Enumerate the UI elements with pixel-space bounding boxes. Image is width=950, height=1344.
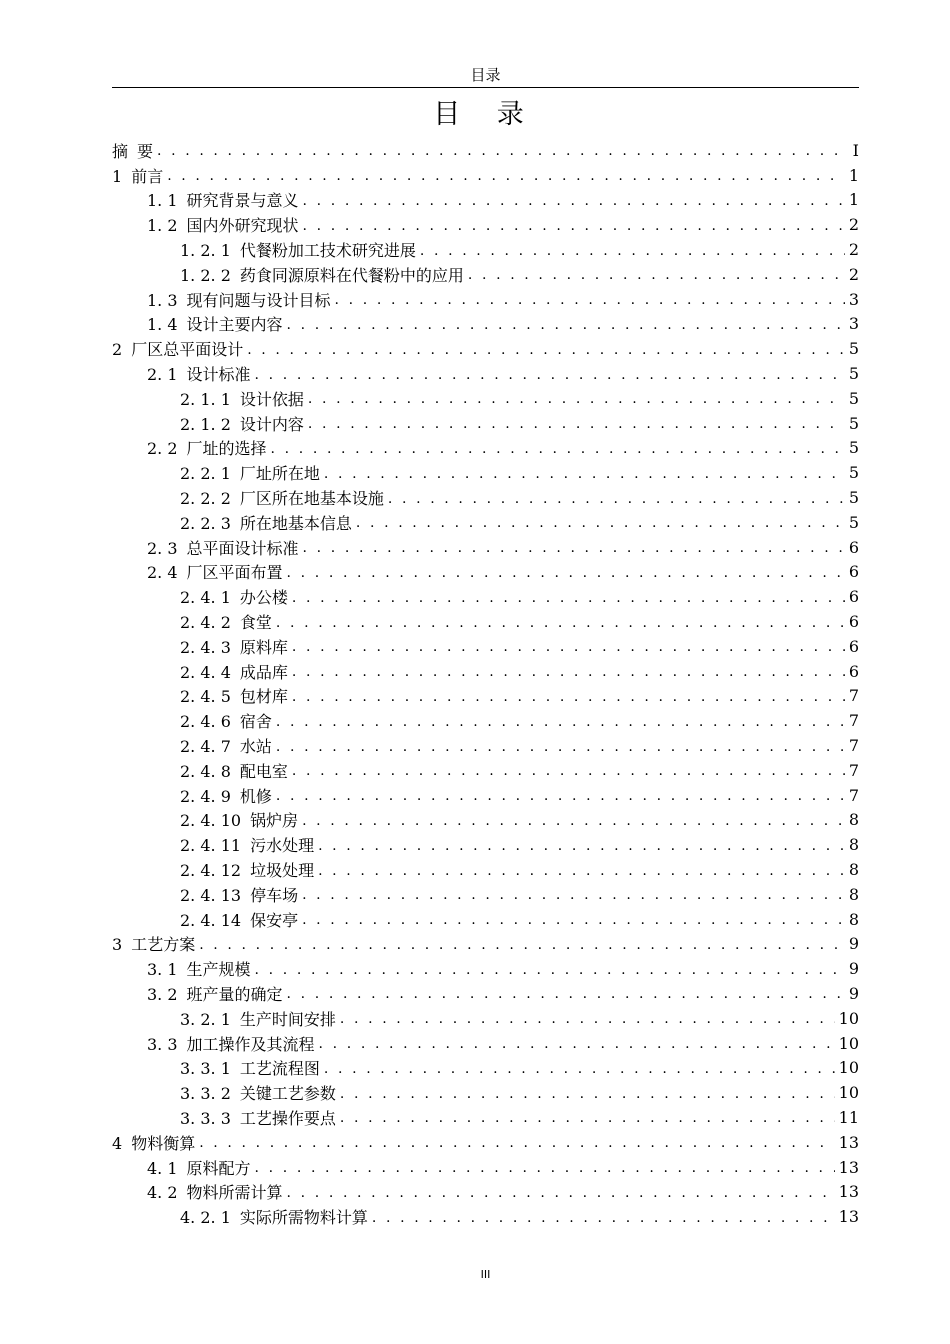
toc-dot-leader	[318, 864, 845, 878]
toc-entry-text: 厂区所在地基本设施	[239, 489, 384, 509]
toc-entry-text: 生产时间安排	[239, 1009, 336, 1029]
toc-entry-text: 设计标准	[186, 365, 251, 385]
toc-entry-text: 厂区总平面设计	[131, 340, 244, 360]
toc-entry-text: 代餐粉加工技术研究进展	[239, 241, 416, 261]
toc-entry-text: 宿舍	[239, 712, 272, 732]
toc-entry-number: 4	[112, 1133, 123, 1153]
toc-dot-leader	[276, 616, 845, 630]
toc-entry-page: 5	[848, 339, 859, 359]
toc-dot-leader	[157, 144, 845, 158]
toc-entry-label	[180, 883, 298, 906]
toc-entry-text: 厂址所在地	[239, 464, 320, 484]
toc-entry[interactable]	[112, 857, 859, 882]
toc-entry-page: I	[852, 140, 859, 160]
toc-entry[interactable]	[112, 411, 859, 436]
toc-entry[interactable]	[112, 237, 859, 262]
toc-entry-label	[112, 337, 243, 360]
page-number: III	[480, 1268, 491, 1281]
toc-entry-page: 13	[838, 1132, 859, 1152]
toc-entry-number: 2. 2. 2	[180, 489, 231, 509]
toc-entry-label	[180, 511, 352, 534]
toc-entry[interactable]	[112, 733, 859, 758]
toc-entry-label	[180, 734, 272, 757]
toc-dot-leader	[356, 516, 845, 530]
toc-entry-page: 8	[848, 884, 859, 904]
toc-entry-page: 9	[848, 934, 859, 954]
toc-entry[interactable]	[112, 262, 859, 287]
toc-entry-label	[147, 1180, 283, 1203]
toc-entry[interactable]	[112, 758, 859, 783]
toc-entry[interactable]	[112, 1006, 859, 1031]
toc-entry-label	[147, 312, 283, 335]
toc-entry-text: 关键工艺参数	[239, 1084, 336, 1104]
toc-entry-text: 原料配方	[186, 1158, 251, 1178]
toc-entry-number: 2. 4. 6	[180, 712, 231, 732]
toc-entry-text: 工艺流程图	[239, 1059, 320, 1079]
toc-entry-text: 前言	[131, 166, 164, 186]
toc-entry-text: 厂址的选择	[186, 439, 267, 459]
toc-entry-label	[112, 1131, 195, 1154]
toc-entry-page: 7	[848, 785, 859, 805]
toc-dot-leader	[318, 839, 845, 853]
toc-dot-leader	[303, 194, 845, 208]
toc-entry[interactable]	[112, 981, 859, 1006]
toc-entry-number: 摘	[112, 141, 129, 161]
toc-entry-number: 3. 2	[147, 984, 178, 1004]
toc-entry-text: 设计内容	[239, 414, 304, 434]
toc-entry-label	[180, 486, 384, 509]
toc-dot-leader	[303, 541, 845, 555]
toc-dot-leader	[468, 268, 845, 282]
toc-entry[interactable]	[112, 510, 859, 535]
toc-entry[interactable]	[112, 560, 859, 585]
toc-entry-page: 2	[848, 264, 859, 284]
toc-entry-label	[112, 932, 195, 955]
toc-entry-page: 6	[848, 636, 859, 656]
toc-entry[interactable]	[112, 1080, 859, 1105]
toc-entry-page: 10	[838, 1033, 859, 1053]
toc-entry-number: 3. 3. 2	[180, 1084, 231, 1104]
toc-entry-text: 工艺方案	[131, 935, 196, 955]
toc-entry[interactable]	[112, 634, 859, 659]
toc-entry-page: 5	[848, 512, 859, 532]
toc-entry-text: 物料衡算	[131, 1133, 196, 1153]
toc-entry-label	[180, 1081, 336, 1104]
toc-entry-label	[147, 188, 299, 211]
toc-entry-text: 要	[137, 141, 154, 161]
toc-entry-label	[147, 1156, 251, 1179]
toc-dot-leader	[340, 1111, 835, 1125]
toc-entry[interactable]	[112, 1155, 859, 1180]
toc-entry-page: 7	[848, 736, 859, 756]
toc-entry-text: 加工操作及其流程	[186, 1034, 315, 1054]
toc-entry-label	[180, 660, 288, 683]
toc-entry-number: 2. 4. 2	[180, 613, 231, 633]
toc-entry-text: 设计依据	[239, 389, 304, 409]
toc-dot-leader	[324, 467, 845, 481]
toc-entry-number: 2. 2	[147, 439, 178, 459]
toc-entry[interactable]	[112, 907, 859, 932]
toc-entry-text: 班产量的确定	[186, 984, 283, 1004]
toc-entry-page: 6	[848, 537, 859, 557]
toc-entry-page: 7	[848, 760, 859, 780]
toc-entry-page: 2	[848, 215, 859, 235]
toc-entry-label	[180, 833, 314, 856]
toc-entry-label	[180, 1007, 336, 1030]
toc-dot-leader	[199, 938, 845, 952]
toc-entry[interactable]	[112, 1179, 859, 1204]
toc-entry-page: 10	[838, 1083, 859, 1103]
toc-entry-text: 药食同源原料在代餐粉中的应用	[239, 265, 464, 285]
toc-entry-text: 研究背景与意义	[186, 191, 299, 211]
toc-dot-leader	[302, 814, 845, 828]
toc-entry-page: 8	[848, 810, 859, 830]
toc-entry-number: 2. 1	[147, 365, 178, 385]
page-title: 目 录	[433, 99, 538, 130]
toc-entry[interactable]	[112, 163, 859, 188]
toc-entry-page: 6	[848, 661, 859, 681]
toc-entry[interactable]	[112, 361, 859, 386]
toc-entry-label	[147, 213, 299, 236]
toc-entry-number: 3. 1	[147, 960, 178, 980]
toc-entry-number: 2. 4. 14	[180, 910, 242, 930]
toc-entry-text: 污水处理	[250, 836, 315, 856]
toc-entry-number: 3	[112, 935, 123, 955]
toc-entry-text: 原料库	[239, 637, 288, 657]
toc-entry[interactable]	[112, 312, 859, 337]
toc-entry-page: 6	[848, 562, 859, 582]
toc-entry-page: 6	[848, 587, 859, 607]
toc-entry-text: 锅炉房	[250, 811, 299, 831]
toc-dot-leader	[340, 1087, 835, 1101]
toc-dot-leader	[319, 1037, 835, 1051]
toc-entry[interactable]	[112, 584, 859, 609]
table-of-contents	[112, 138, 859, 1229]
toc-entry-label	[147, 1032, 315, 1055]
toc-entry[interactable]	[112, 485, 859, 510]
toc-dot-leader	[287, 987, 845, 1001]
toc-entry-text: 配电室	[239, 761, 288, 781]
toc-dot-leader	[292, 640, 845, 654]
toc-entry[interactable]	[112, 1055, 859, 1080]
toc-entry-label	[147, 957, 251, 980]
toc-entry-text: 停车场	[250, 885, 299, 905]
toc-entry-text: 国内外研究现状	[186, 216, 299, 236]
toc-entry-text: 物料所需计算	[186, 1183, 283, 1203]
toc-entry-number: 1. 2. 2	[180, 265, 231, 285]
toc-dot-leader	[271, 442, 845, 456]
toc-entry-label	[180, 759, 288, 782]
toc-entry-number: 2. 1. 2	[180, 414, 231, 434]
toc-entry-number: 4. 1	[147, 1158, 178, 1178]
toc-entry-label	[180, 461, 320, 484]
toc-entry-number: 2. 4. 7	[180, 737, 231, 757]
toc-entry-number: 3. 3. 1	[180, 1059, 231, 1079]
toc-dot-leader	[287, 318, 845, 332]
toc-dot-leader	[287, 566, 845, 580]
toc-entry[interactable]	[112, 609, 859, 634]
toc-entry-number: 2. 4. 12	[180, 861, 242, 880]
header-rule	[112, 87, 859, 88]
toc-entry-page: 13	[838, 1157, 859, 1177]
toc-dot-leader	[255, 1161, 835, 1175]
toc-entry-label	[180, 387, 304, 410]
toc-entry-page: 3	[848, 289, 859, 309]
toc-entry[interactable]	[112, 336, 859, 361]
toc-entry-page: 3	[848, 314, 859, 334]
toc-entry[interactable]	[112, 212, 859, 237]
toc-entry-page: 1	[848, 190, 859, 210]
toc-entry[interactable]	[112, 956, 859, 981]
toc-dot-leader	[255, 963, 845, 977]
toc-entry-label	[180, 808, 298, 831]
toc-entry-number: 2. 4. 5	[180, 687, 231, 707]
toc-entry[interactable]	[112, 1105, 859, 1130]
toc-entry-page: 8	[848, 860, 859, 879]
toc-entry-number: 1. 1	[147, 191, 178, 211]
toc-entry-number: 1	[112, 166, 123, 186]
toc-entry-text: 工艺操作要点	[239, 1108, 336, 1128]
toc-entry-label	[147, 362, 251, 385]
toc-entry-label	[147, 536, 299, 559]
toc-entry-label	[147, 436, 267, 459]
toc-entry-text: 生产规模	[186, 960, 251, 980]
toc-dot-leader	[372, 1211, 835, 1225]
toc-entry-page: 10	[838, 1008, 859, 1028]
toc-entry[interactable]	[112, 138, 859, 163]
toc-entry-number: 2. 4. 4	[180, 662, 231, 682]
toc-dot-leader	[308, 392, 845, 406]
toc-entry-text: 实际所需物料计算	[239, 1208, 368, 1228]
toc-entry-number: 2. 3	[147, 538, 178, 558]
toc-entry-text: 水站	[239, 737, 272, 757]
toc-entry-number: 1. 2. 1	[180, 241, 231, 261]
toc-dot-leader	[302, 913, 845, 927]
toc-entry-page: 2	[848, 240, 859, 260]
toc-entry-text: 机修	[239, 786, 272, 806]
toc-entry-number: 1. 4	[147, 315, 178, 335]
toc-entry-number: 2. 4. 9	[180, 786, 231, 806]
toc-dot-leader	[287, 1186, 835, 1200]
toc-entry-number: 2. 2. 3	[180, 513, 231, 533]
toc-entry-label	[180, 1056, 320, 1079]
toc-entry[interactable]	[112, 684, 859, 709]
toc-entry[interactable]	[112, 882, 859, 907]
toc-entry-label	[180, 784, 272, 807]
toc-entry-number: 2. 4	[147, 563, 178, 583]
toc-entry-page: 6	[848, 612, 859, 632]
toc-entry-label	[147, 982, 283, 1005]
toc-entry[interactable]	[112, 808, 859, 833]
toc-entry-page: 5	[848, 388, 859, 408]
toc-dot-leader	[308, 417, 845, 431]
toc-dot-leader	[420, 244, 845, 258]
toc-entry-number: 2. 4. 3	[180, 637, 231, 657]
toc-entry-label	[180, 585, 288, 608]
toc-entry[interactable]	[112, 436, 859, 461]
toc-dot-leader	[276, 789, 845, 803]
toc-entry-label	[180, 635, 288, 658]
toc-dot-leader	[292, 591, 845, 605]
toc-entry-label	[180, 238, 416, 261]
toc-entry-number: 2	[112, 340, 123, 360]
toc-entry-label	[112, 139, 153, 162]
toc-entry-text: 办公楼	[239, 588, 288, 608]
toc-entry-number: 3. 3	[147, 1034, 178, 1054]
toc-dot-leader	[255, 368, 845, 382]
toc-entry-number: 2. 4. 10	[180, 811, 242, 831]
toc-entry-text: 成品库	[239, 662, 288, 682]
toc-entry[interactable]	[112, 460, 859, 485]
toc-entry[interactable]	[112, 832, 859, 857]
toc-dot-leader	[247, 343, 845, 357]
toc-entry[interactable]	[112, 783, 859, 808]
toc-entry-text: 现有问题与设计目标	[186, 290, 331, 310]
toc-entry-text: 所在地基本信息	[239, 513, 352, 533]
toc-entry-number: 2. 4. 1	[180, 588, 231, 608]
toc-entry-page: 9	[848, 959, 859, 979]
toc-entry-number: 4. 2	[147, 1183, 178, 1203]
toc-entry-number: 2. 4. 13	[180, 885, 242, 905]
toc-entry-number: 2. 2. 1	[180, 464, 231, 484]
toc-dot-leader	[167, 169, 845, 183]
toc-entry-number: 2. 4. 8	[180, 761, 231, 781]
toc-entry[interactable]	[112, 659, 859, 684]
toc-entry-page: 10	[838, 1058, 859, 1078]
toc-entry-page: 9	[848, 983, 859, 1003]
toc-entry-number: 2. 4. 11	[180, 836, 242, 856]
toc-entry-label	[180, 1106, 336, 1129]
toc-entry-label	[147, 560, 283, 583]
toc-dot-leader	[276, 715, 845, 729]
toc-entry-text: 食堂	[239, 613, 272, 633]
toc-dot-leader	[292, 764, 845, 778]
toc-dot-leader	[292, 690, 845, 704]
toc-entry-page: 5	[848, 413, 859, 433]
toc-entry[interactable]	[112, 287, 859, 312]
toc-entry-page: 5	[848, 438, 859, 458]
toc-entry-label	[147, 288, 331, 311]
toc-entry-text: 厂区平面布置	[186, 563, 283, 583]
toc-entry-number: 3. 3. 3	[180, 1108, 231, 1128]
toc-entry[interactable]	[112, 1031, 859, 1056]
toc-dot-leader	[302, 888, 845, 902]
toc-entry-page: 8	[848, 909, 859, 929]
toc-dot-leader	[388, 492, 845, 506]
toc-entry-label	[180, 684, 288, 707]
toc-entry-page: 13	[838, 1182, 859, 1202]
toc-entry-label	[180, 263, 464, 286]
toc-entry-label	[180, 1205, 368, 1228]
toc-dot-leader	[340, 1012, 835, 1026]
toc-entry-page: 5	[848, 488, 859, 508]
toc-entry-page: 7	[848, 711, 859, 731]
toc-entry-label	[180, 610, 272, 633]
toc-entry-number: 2. 1. 1	[180, 389, 231, 409]
toc-dot-leader	[324, 1062, 835, 1076]
toc-entry-number: 1. 3	[147, 290, 178, 310]
toc-entry[interactable]	[112, 1204, 859, 1229]
toc-entry-label	[180, 412, 304, 435]
toc-entry-label	[180, 709, 272, 732]
toc-entry[interactable]	[112, 386, 859, 411]
toc-entry-page: 1	[848, 165, 859, 185]
running-header: 目录	[470, 66, 501, 84]
toc-entry[interactable]	[112, 188, 859, 213]
toc-entry-text: 保安亭	[250, 910, 299, 930]
toc-entry-page: 8	[848, 835, 859, 855]
toc-entry-page: 13	[838, 1207, 859, 1227]
toc-dot-leader	[199, 1136, 834, 1150]
toc-entry[interactable]	[112, 535, 859, 560]
toc-dot-leader	[292, 665, 845, 679]
toc-entry-page: 7	[848, 686, 859, 706]
toc-dot-leader	[335, 293, 845, 307]
toc-entry-number: 1. 2	[147, 216, 178, 236]
toc-entry-text: 设计主要内容	[186, 315, 283, 335]
toc-dot-leader	[276, 740, 845, 754]
toc-entry-label	[180, 858, 314, 881]
toc-entry[interactable]	[112, 932, 859, 957]
toc-entry-number: 3. 2. 1	[180, 1009, 231, 1029]
toc-entry-number: 4. 2. 1	[180, 1208, 231, 1228]
toc-entry-page: 5	[848, 463, 859, 483]
toc-entry[interactable]	[112, 708, 859, 733]
toc-entry-text: 总平面设计标准	[186, 538, 299, 558]
toc-dot-leader	[303, 219, 845, 233]
toc-entry-page: 5	[848, 364, 859, 384]
toc-entry-text: 垃圾处理	[250, 861, 315, 880]
toc-entry-label	[180, 908, 298, 931]
toc-entry-label	[112, 164, 163, 187]
toc-entry-page: 11	[838, 1107, 859, 1127]
toc-entry-text: 包材库	[239, 687, 288, 707]
toc-entry[interactable]	[112, 1130, 859, 1155]
